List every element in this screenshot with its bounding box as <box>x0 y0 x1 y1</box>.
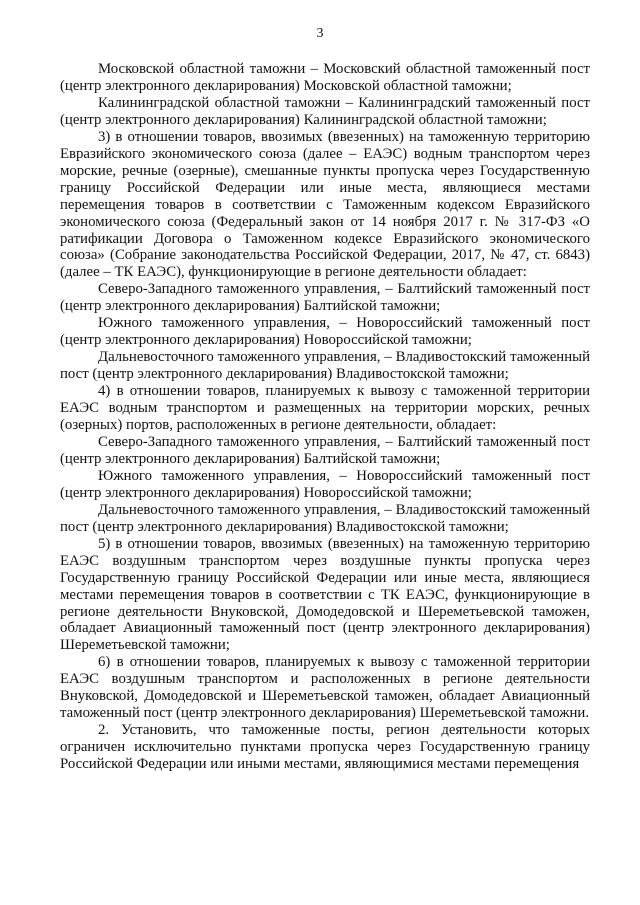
paragraph-item-3-water-import: 3) в отношении товаров, ввозимых (ввезенных) на таможенную территорию Евразийского экономического союза (далее – ЕАЭС) водным транспортом через морские, речные (озерные), смешанные пункты пропуска через Государственную границу Российской Федерации или иные места, являющиеся местами перемещения товаров в соответствии с Таможенным кодексом Евразийского экономического союза (Федеральный закон от 14 ноября 2017 г. № 317-ФЗ «О ратификации Договора о Таможенном кодексе Евразийского экономического союза» (Собрание законодательства Российской Федерации, 2017, № 47, ст. 6843) (далее – ТК ЕАЭС), функционирующие в регионе деятельности обладает: <box>60 128 590 281</box>
paragraph-item-5-air-import: 5) в отношении товаров, ввозимых (ввезенных) на таможенную территорию ЕАЭС воздушным транспортом через воздушные пункты пропуска через Государственную границу Российской Федерации или иные места, являющиеся местами перемещения товаров в соответствии с ТК ЕАЭС, функционирующие в регионе деятельности Внуковской, Домодедовской и Шереметьевской таможен, обладает Авиационный таможенный пост (центр электронного декларирования) Шереметьевской таможни; <box>60 535 590 654</box>
paragraph-moscow-regional: Московской областной таможни – Московский областной таможенный пост (центр электронного декларирования) Московской областной таможни; <box>60 61 590 94</box>
paragraph-northwest-baltic-2: Северо-Западного таможенного управления, – Балтийский таможенный пост (центр электронного декларирования) Балтийской таможни; <box>60 433 590 467</box>
page-number: 3 <box>316 26 324 41</box>
paragraph-kaliningrad-regional: Калининградской областной таможни – Калининградский таможенный пост (центр электронного декларирования) Калининградской областной таможни; <box>60 94 590 128</box>
paragraph-northwest-baltic-1: Северо-Западного таможенного управления, – Балтийский таможенный пост (центр электронного декларирования) Балтийской таможни; <box>60 281 590 315</box>
document-body <box>60 61 590 773</box>
paragraph-fareast-vladivostok-1: Дальневосточного таможенного управления, – Владивостокский таможенный пост (центр электронного декларирования) Владивостокской таможни; <box>60 349 590 383</box>
paragraph-south-novorossiysk-1: Южного таможенного управления, – Новороссийский таможенный пост (центр электронного декларирования) Новороссийской таможни; <box>60 315 590 349</box>
paragraph-fareast-vladivostok-2: Дальневосточного таможенного управления, – Владивостокский таможенный пост (центр электронного декларирования) Владивостокской таможни; <box>60 501 590 535</box>
paragraph-item-6-air-export: 6) в отношении товаров, планируемых к вывозу с таможенной территории ЕАЭС воздушным транспортом и расположенных в регионе деятельности Внуковской, Домодедовской и Шереметьевской таможен, обладает Авиационный таможенный пост (центр электронного декларирования) Шереметьевской таможни. <box>60 654 590 722</box>
paragraph-south-novorossiysk-2: Южного таможенного управления, – Новороссийский таможенный пост (центр электронного декларирования) Новороссийской таможни; <box>60 467 590 501</box>
paragraph-item-2-establish: 2. Установить, что таможенные посты, регион деятельности которых ограничен исключительно пунктами пропуска через Государственную границу Российской Федерации или иными местами, являющимися местами перемещения <box>60 722 590 773</box>
paragraph-item-4-water-export: 4) в отношении товаров, планируемых к вывозу с таможенной территории ЕАЭС водным транспортом и размещенных на территории морских, речных (озерных) портов, расположенных в регионе деятельности, обладает: <box>60 383 590 434</box>
